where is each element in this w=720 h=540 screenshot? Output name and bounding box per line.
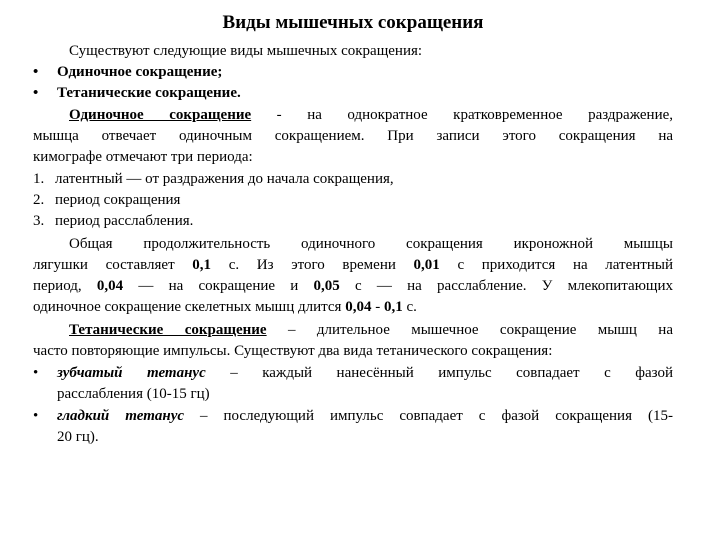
bullet-label: Одиночное сокращение; <box>57 64 223 80</box>
duration-line-1: Общая продолжительность одиночного сокращения икроножной мышцы <box>69 236 673 252</box>
single-definition-line-1 <box>69 105 673 125</box>
period-number: 1. <box>33 171 45 187</box>
duration-line-4: одиночное сокращение скелетных мышц длится 0,04 - 0,1 с. <box>33 299 417 315</box>
tetanic-definition-line-1 <box>69 320 673 340</box>
mammal-max-value: 0,1 <box>383 299 403 315</box>
type-item-smooth-line-1 <box>33 406 673 426</box>
tetanic-definition-line-2: часто повторяющие импульсы. Существуют два вида тетанического сокращения: <box>33 343 553 359</box>
period-item-3 <box>33 211 673 231</box>
single-term: Одиночное сокращение <box>69 107 252 123</box>
period-item-2 <box>33 190 673 210</box>
type-item-serrated-line-2: расслабления (10-15 гц) <box>57 386 210 402</box>
duration-line-3: период, 0,04 — на сокращение и 0,05 с — на расслабление. У млекопитающих <box>33 278 673 294</box>
type-item-serrated-line-1 <box>33 363 673 383</box>
relaxation-value: 0,05 <box>313 278 340 294</box>
duration-line-2: лягушки составляет 0,1 с. Из этого времени 0,01 с приходится на латентный <box>33 257 673 273</box>
period-text: период сокращения <box>55 192 181 208</box>
period-number: 3. <box>33 213 45 229</box>
single-definition: - на однократное кратковременное раздражение, <box>251 107 673 123</box>
period-text: период расслабления. <box>55 213 194 229</box>
single-definition-line-3: кимографе отмечают три периода: <box>33 149 253 165</box>
bullet-icon: • <box>33 408 39 424</box>
smooth-definition: – последующий импульс совпадает с фазой сокращения (15- <box>184 408 673 424</box>
bullet-icon: • <box>33 365 39 381</box>
tetanic-definition: – длительное мышечное сокращение мышц на <box>266 322 673 338</box>
bullet-label: Тетанические сокращение. <box>57 85 241 101</box>
smooth-term: гладкий тетанус <box>57 408 185 424</box>
period-text: латентный — от раздражения до начала сокращения, <box>55 171 394 187</box>
serrated-term: зубчатый тетанус <box>57 365 206 381</box>
page-title: Виды мышечных сокращения <box>222 12 484 33</box>
period-number: 2. <box>33 192 45 208</box>
contraction-value: 0,04 <box>96 278 124 294</box>
duration-value: 0,1 <box>192 257 212 273</box>
bullet-icon: • <box>33 85 39 101</box>
serrated-definition: – каждый нанесённый импульс совпадает с фазой <box>205 365 673 381</box>
bullet-icon: • <box>33 64 39 80</box>
tetanic-term: Тетанические сокращение <box>69 322 267 338</box>
single-definition-line-2: мышца отвечает одиночным сокращением. При записи этого сокращения на <box>33 128 673 144</box>
mammal-min-value: 0,04 <box>345 299 372 315</box>
latent-value: 0,01 <box>413 257 440 273</box>
period-item-1 <box>33 169 673 189</box>
type-item-smooth-line-2: 20 гц). <box>57 429 99 445</box>
intro-text: Существуют следующие виды мышечных сокращения: <box>69 43 423 59</box>
